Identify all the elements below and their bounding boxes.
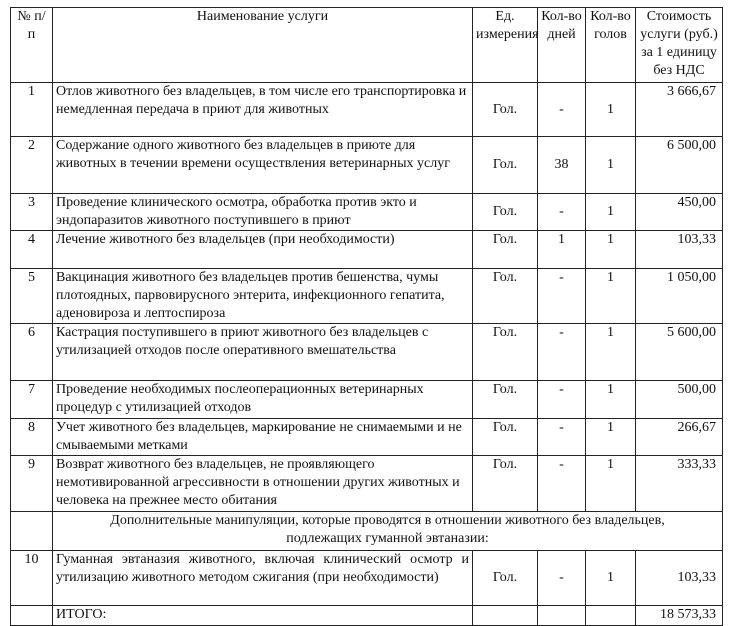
row-name: Проведение клинического осмотра, обработка против экто и эндопаразитов животного поступившего в приют <box>53 194 473 231</box>
row-num: 4 <box>11 231 53 269</box>
row-unit: Гол. <box>473 231 538 269</box>
row-num: 9 <box>11 456 53 512</box>
header-unit: Ед. измерения <box>473 8 538 83</box>
row-days: - <box>538 194 586 231</box>
row-cost: 6 500,00 <box>636 137 723 194</box>
row-heads: 1 <box>586 551 636 606</box>
row-num: 7 <box>11 381 53 419</box>
row-days: 38 <box>538 137 586 194</box>
services-price-table <box>10 7 723 626</box>
row-num: 10 <box>11 551 53 606</box>
row-cost: 5 600,00 <box>636 324 723 381</box>
row-unit: Гол. <box>473 137 538 194</box>
table-row <box>11 419 723 456</box>
header-num: № п/п <box>11 8 53 83</box>
table-row <box>11 231 723 269</box>
row-unit: Гол. <box>473 381 538 419</box>
row-days: - <box>538 324 586 381</box>
header-days: Кол-во дней <box>538 8 586 83</box>
row-num: 8 <box>11 419 53 456</box>
table-header-row <box>11 8 723 83</box>
table-row <box>11 137 723 194</box>
row-days: - <box>538 456 586 512</box>
row-name: Гуманная эвтаназия животного, включая клинический осмотр и утилизацию животного методом сжигания (при необходимости) <box>53 551 473 606</box>
row-cost: 450,00 <box>636 194 723 231</box>
row-num: 2 <box>11 137 53 194</box>
section-title: Дополнительные манипуляции, которые проводятся в отношении животного без владельцев, подлежащих гуманной эвтаназии: <box>53 512 723 551</box>
row-num: 3 <box>11 194 53 231</box>
header-name: Наименование услуги <box>53 8 473 83</box>
row-heads: 1 <box>586 456 636 512</box>
row-unit: Гол. <box>473 83 538 137</box>
row-days: - <box>538 551 586 606</box>
row-cost: 103,33 <box>636 551 723 606</box>
section-row <box>11 512 723 551</box>
row-name: Кастрация поступившего в приют животного без владельцев с утилизацией отходов после оперативного вмешательства <box>53 324 473 381</box>
row-days: - <box>538 269 586 324</box>
table-row <box>11 551 723 606</box>
row-num: 1 <box>11 83 53 137</box>
row-num: 6 <box>11 324 53 381</box>
row-days: - <box>538 83 586 137</box>
row-days: 1 <box>538 231 586 269</box>
row-cost: 3 666,67 <box>636 83 723 137</box>
row-heads: 1 <box>586 419 636 456</box>
row-heads: 1 <box>586 231 636 269</box>
row-cost: 1 050,00 <box>636 269 723 324</box>
row-heads: 1 <box>586 83 636 137</box>
row-heads: 1 <box>586 381 636 419</box>
row-heads: 1 <box>586 324 636 381</box>
table-row <box>11 456 723 512</box>
row-unit: Гол. <box>473 269 538 324</box>
row-cost: 266,67 <box>636 419 723 456</box>
table-row <box>11 83 723 137</box>
header-cost: Стоимость услуги (руб.) за 1 единицу без НДС <box>636 8 723 83</box>
table-row <box>11 381 723 419</box>
row-name: Отлов животного без владельцев, в том числе его транспортировка и немедленная передача в приют для животных <box>53 83 473 137</box>
row-name: Вакцинация животного без владельцев против бешенства, чумы плотоядных, парвовирусного энтерита, инфекционного гепатита, аденовироза и лептоспироза <box>53 269 473 324</box>
row-cost: 333,33 <box>636 456 723 512</box>
header-heads: Кол-во голов <box>586 8 636 83</box>
row-name: Возврат животного без владельцев, не проявляющего немотивированной агрессивности в отношении других животных и человека на прежнее место обитания <box>53 456 473 512</box>
table-row <box>11 194 723 231</box>
total-cost: 18 573,33 <box>636 606 723 626</box>
row-unit: Гол. <box>473 551 538 606</box>
table-row <box>11 324 723 381</box>
row-unit: Гол. <box>473 324 538 381</box>
row-heads: 1 <box>586 137 636 194</box>
row-heads: 1 <box>586 269 636 324</box>
row-days: - <box>538 381 586 419</box>
row-name: Содержание одного животного без владельцев в приюте для животных в течении времени осуществления ветеринарных услуг <box>53 137 473 194</box>
row-unit: Гол. <box>473 456 538 512</box>
row-name: Лечение животного без владельцев (при необходимости) <box>53 231 473 269</box>
row-unit: Гол. <box>473 419 538 456</box>
row-name: Проведение необходимых послеоперационных ветеринарных процедур с утилизацией отходов <box>53 381 473 419</box>
row-cost: 500,00 <box>636 381 723 419</box>
row-days: - <box>538 419 586 456</box>
row-num: 5 <box>11 269 53 324</box>
table-row <box>11 269 723 324</box>
row-heads: 1 <box>586 194 636 231</box>
row-unit: Гол. <box>473 194 538 231</box>
total-row <box>11 606 723 626</box>
row-name: Учет животного без владельцев, маркирование не снимаемыми и не смываемыми метками <box>53 419 473 456</box>
total-label: ИТОГО: <box>53 606 473 626</box>
row-cost: 103,33 <box>636 231 723 269</box>
